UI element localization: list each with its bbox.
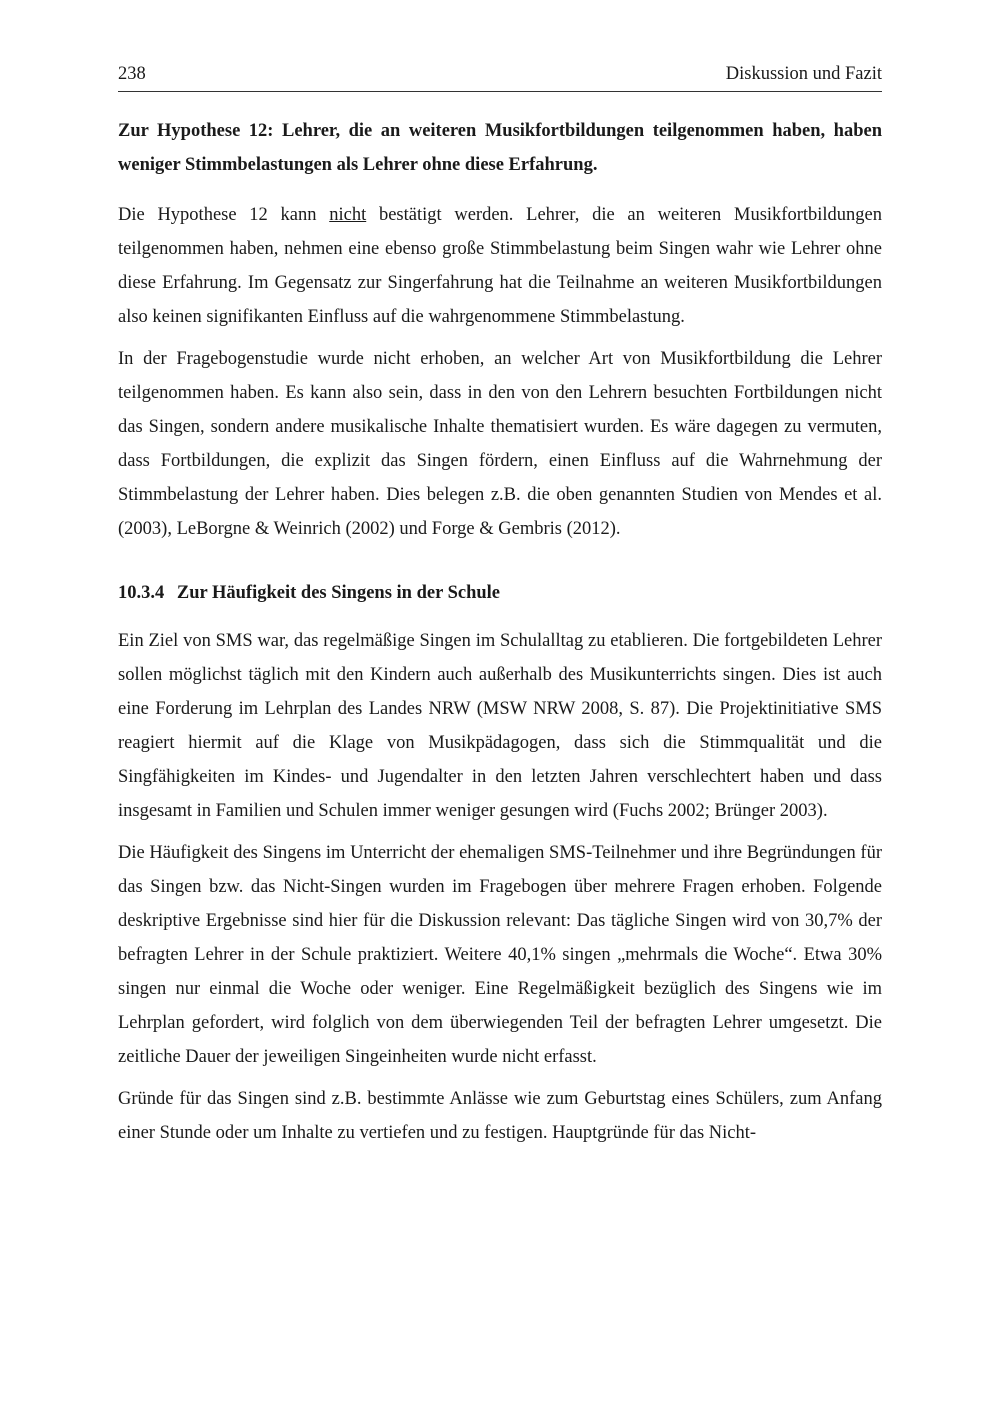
- section-number: 10.3.4: [118, 583, 165, 603]
- hypothesis-heading: Zur Hypothese 12: Lehrer, die an weiteren Musikfortbildungen teilgenommen haben, haben weniger Stimmbelastungen als Lehrer ohne diese Erfahrung.: [118, 121, 882, 175]
- running-title: Diskussion und Fazit: [725, 64, 882, 84]
- emphasis-nicht: nicht: [329, 205, 367, 225]
- page-content: [118, 114, 882, 1158]
- paragraph-text: bestätigt werden. Lehrer, die an weiteren Musikfortbildungen teilgenommen haben, nehmen eine ebenso große Stimmbelastung beim Singen wahr wie Lehrer ohne diese Erfahrung. Im Gegensatz zur Singerfahrung hat die Teilnahme an weiteren Musikfortbildungen also keinen signifikanten Einfluss auf die wahrgenommene Stimmbelastung.: [118, 205, 882, 327]
- paragraph-sms-goal: Ein Ziel von SMS war, das regelmäßige Singen im Schulalltag zu etablieren. Die fortgebildeten Lehrer sollen möglichst täglich mit den Kindern auch außerhalb des Musikunterrichts singen. Dies ist auch eine Forderung im Lehrplan des Landes NRW (MSW NRW 2008, S. 87). Die Projektinitiative SMS reagiert hiermit auf die Klage von Musikpädagogen, dass sich die Stimmqualität und die Singfähigkeiten im Kindes- und Jugendalter in den letzten Jahren verschlechtert haben und dass insgesamt in Familien und Schulen immer weniger gesungen wird (Fuchs 2002; Brünger 2003).: [118, 631, 882, 821]
- paragraph-survey-note: In der Fragebogenstudie wurde nicht erhoben, an welcher Art von Musikfortbildung die Lehrer teilgenommen haben. Es kann also sein, dass in den von den Lehrern besuchten Fortbildungen nicht das Singen, sondern andere musikalische Inhalte thematisiert wurden. Es wäre dagegen zu vermuten, dass Fortbildungen, die explizit das Singen fördern, einen Einfluss auf die Wahrnehmung der Stimmbelastung der Lehrer haben. Dies belegen z.B. die oben genannten Studien von Mendes et al. (2003), LeBorgne & Weinrich (2002) und Forge & Gembris (2012).: [118, 349, 882, 539]
- paragraph-text: Die Hypothese 12 kann: [118, 205, 330, 225]
- paragraph-singing-frequency: Die Häufigkeit des Singens im Unterricht der ehemaligen SMS-Teilnehmer und ihre Begründungen für das Singen bzw. das Nicht-Singen wurden im Fragebogen über mehrere Fragen erhoben. Folgende deskriptive Ergebnisse sind hier für die Diskussion relevant: Das tägliche Singen wird von 30,7% der befragten Lehrer in der Schule praktiziert. Weitere 40,1% singen „mehrmals die Woche“. Etwa 30% singen nur einmal die Woche oder weniger. Eine Regelmäßigkeit bezüglich des Singens wie im Lehrplan gefordert, wird folglich von dem überwiegenden Teil der befragten Lehrer umgesetzt. Die zeitliche Dauer der jeweiligen Singeinheiten wurde nicht erfasst.: [118, 843, 882, 1067]
- paragraph-hypothesis-result: [118, 198, 882, 334]
- paragraph-singing-reasons: Gründe für das Singen sind z.B. bestimmte Anlässe wie zum Geburtstag eines Schülers, zum Anfang einer Stunde oder um Inhalte zu vertiefen und zu festigen. Hauptgründe für das Nicht-: [118, 1089, 882, 1143]
- section-heading: [118, 576, 882, 610]
- running-header: [118, 64, 882, 92]
- section-title: Zur Häufigkeit des Singens in der Schule: [176, 583, 501, 603]
- page-number: 238: [118, 64, 146, 84]
